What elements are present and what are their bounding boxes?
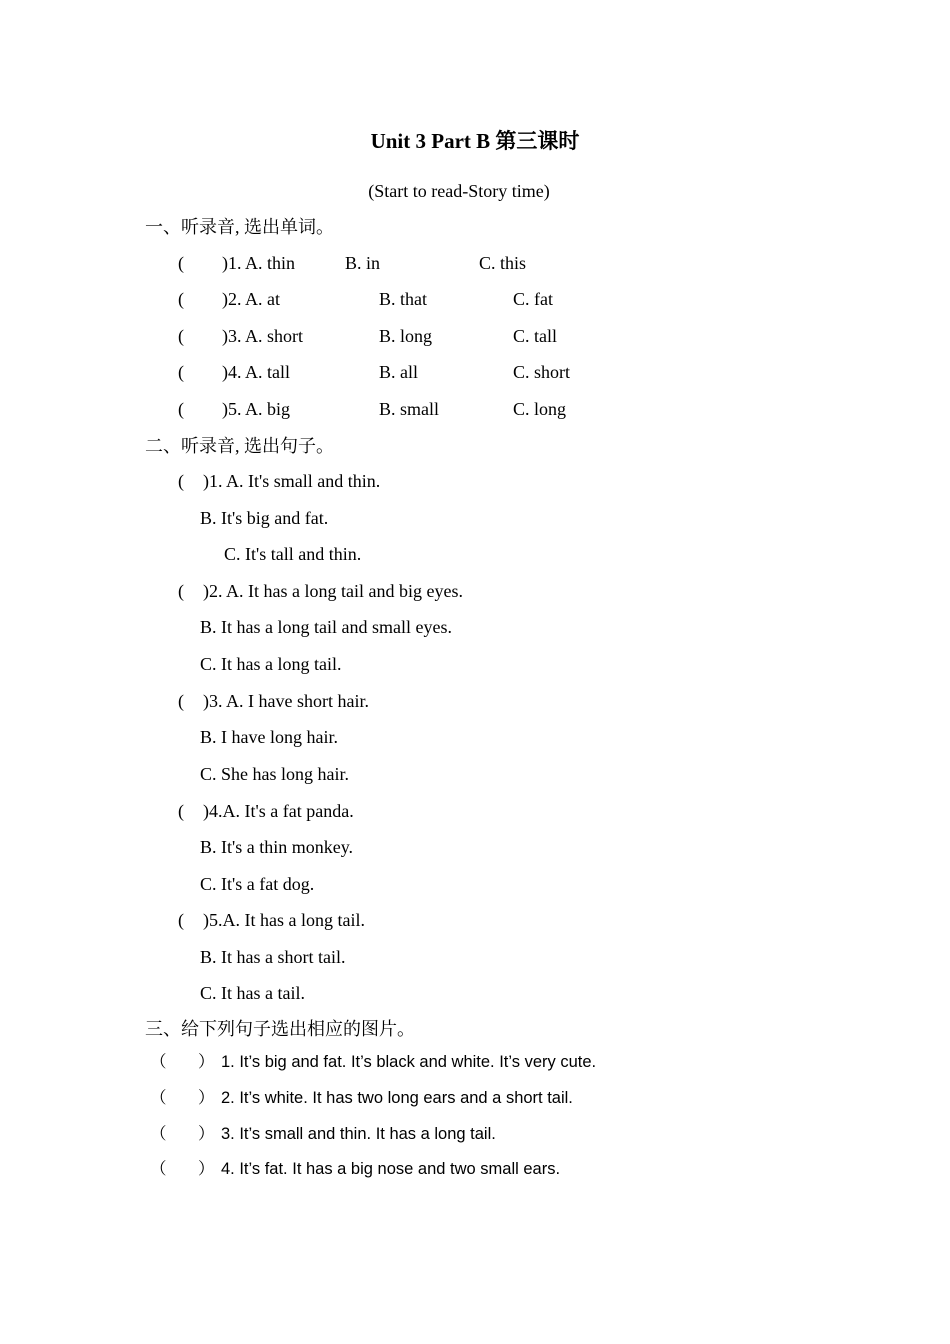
option-a: )2. A. at [222,289,280,309]
option-b: B. It has a short tail. [200,947,346,967]
answer-blank: ( [178,581,184,601]
option-c: C. long [513,399,567,419]
answer-blank: ( [178,362,184,382]
option-c: C. It's tall and thin. [224,544,362,564]
answer-blank-open: （ [150,1053,167,1071]
answer-blank-close: ） [198,1053,215,1071]
option-b: B. long [379,326,433,346]
option-c: C. short [513,362,571,382]
option-a: )5.A. It has a long tail. [203,910,365,930]
option-a: )1. A. thin [222,253,296,273]
answer-blank-close: ） [198,1125,215,1143]
option-c: C. It has a tail. [200,983,305,1003]
answer-blank: ( [178,471,184,491]
option-a: )3. A. I have short hair. [203,691,369,711]
option-c: C. fat [513,289,553,309]
option-a: )1. A. It's small and thin. [203,471,381,491]
option-b: B. It's a thin monkey. [200,837,354,857]
option-c: C. It's a fat dog. [200,874,315,894]
answer-blank-close: ） [198,1089,215,1107]
answer-blank: ( [178,289,184,309]
option-c: C. tall [513,326,557,346]
option-a: )4. A. tall [222,362,290,382]
question-text: 3. It’s small and thin. It has a long tail. [221,1125,496,1143]
option-b: B. that [379,289,427,309]
page-title: Unit 3 Part B 第三课时 [370,129,580,153]
answer-blank: ( [178,253,184,273]
section1-heading: 一、听录音, 选出单词。 [145,217,334,237]
option-c: C. this [479,253,527,273]
option-a: )3. A. short [222,326,303,346]
question-text: 2. It’s white. It has two long ears and a short tail. [221,1089,573,1107]
option-a: )5. A. big [222,399,291,419]
option-a: )4.A. It's a fat panda. [203,801,354,821]
answer-blank: ( [178,691,184,711]
answer-blank: ( [178,399,184,419]
answer-blank-close: ） [198,1160,215,1178]
question-text: 4. It’s fat. It has a big nose and two small ears. [221,1160,561,1178]
option-b: B. all [379,362,418,382]
option-b: B. It has a long tail and small eyes. [200,617,452,637]
option-a: )2. A. It has a long tail and big eyes. [203,581,463,601]
option-c: C. It has a long tail. [200,654,342,674]
option-b: B. It's big and fat. [200,508,329,528]
answer-blank-open: （ [150,1089,167,1107]
option-b: B. small [379,399,440,419]
answer-blank-open: （ [150,1160,167,1178]
answer-blank-open: （ [150,1125,167,1143]
answer-blank: ( [178,326,184,346]
option-b: B. I have long hair. [200,727,338,747]
section3-heading: 三、给下列句子选出相应的图片。 [145,1019,415,1039]
section2-heading: 二、听录音, 选出句子。 [145,436,334,456]
answer-blank: ( [178,910,184,930]
option-c: C. She has long hair. [200,764,349,784]
option-b: B. in [345,253,381,273]
answer-blank: ( [178,801,184,821]
question-text: 1. It’s big and fat. It’s black and white. It’s very cute. [221,1053,597,1071]
page-subtitle: (Start to read-Story time) [368,181,550,201]
